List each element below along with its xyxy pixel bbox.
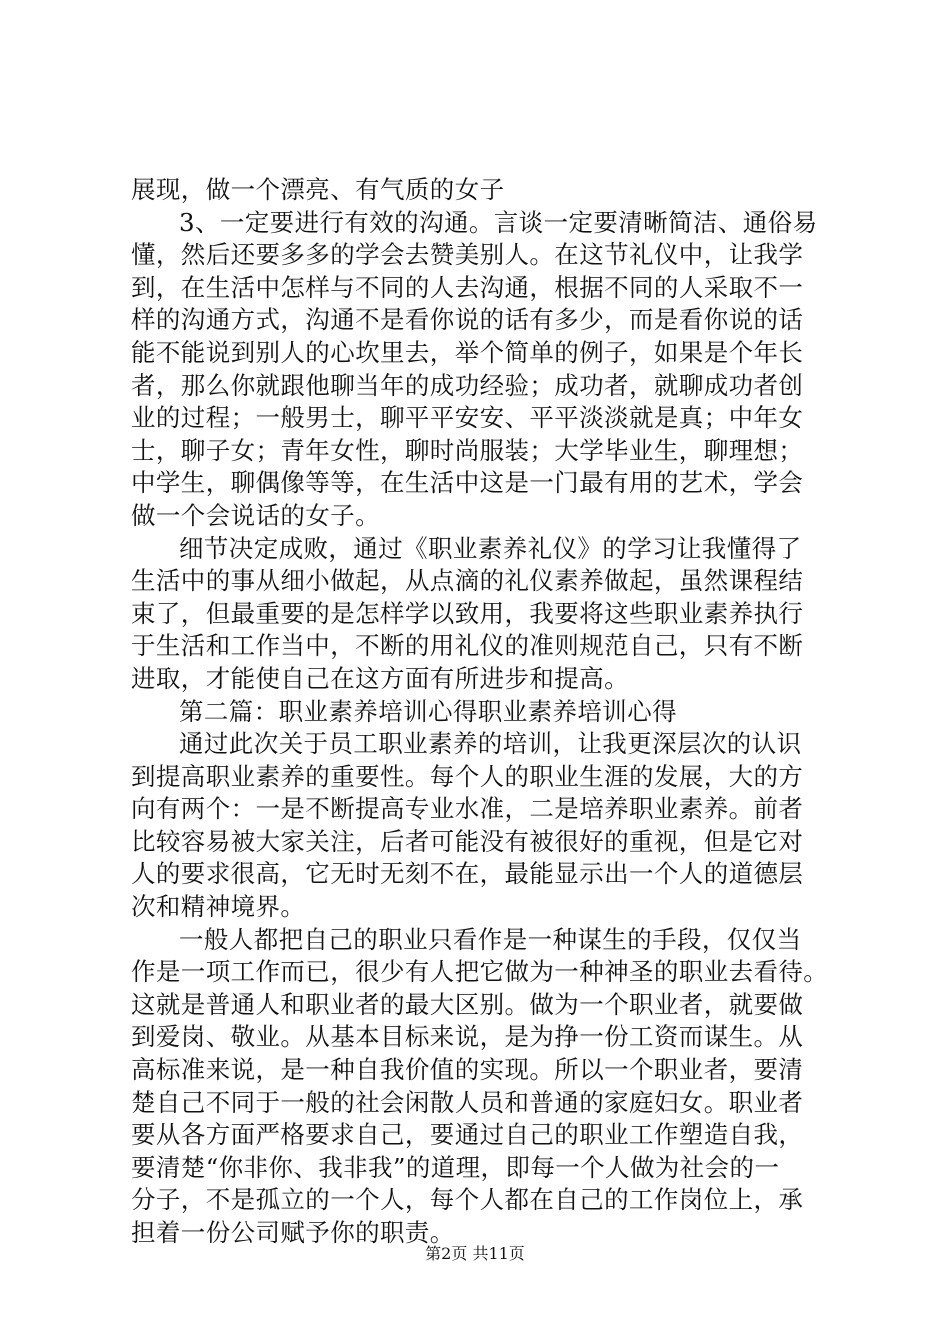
- text-line: 3、一定要进行有效的沟通。言谈一定要清晰简洁、通俗易: [179, 207, 818, 237]
- text-line: 次和精神境界。: [131, 892, 306, 922]
- text-line: 作是一项工作而已，很少有人把它做为一种神圣的职业去看待。: [131, 957, 829, 987]
- text-line: 高标准来说，是一种自我价值的实现。所以一个职业者，要清: [131, 1055, 804, 1085]
- text-line: 到，在生活中怎样与不同的人去沟通，根据不同的人采取不一: [131, 272, 804, 302]
- document-body: [131, 174, 831, 1250]
- text-line: 比较容易被大家关注，后者可能没有被很好的重视，但是它对: [131, 826, 804, 856]
- text-line: 要从各方面严格要求自己，要通过自己的职业工作塑造自我，: [131, 1120, 804, 1150]
- text-line: 生活中的事从细小做起，从点滴的礼仪素养做起，虽然课程结: [131, 566, 804, 596]
- text-line: 中学生，聊偶像等等，在生活中这是一门最有用的艺术，学会: [131, 468, 804, 498]
- text-line: 担着一份公司赋予你的职责。: [131, 1218, 455, 1247]
- text-line: 楚自己不同于一般的社会闲散人员和普通的家庭妇女。职业者: [131, 1087, 804, 1117]
- text-line: 第二篇：职业素养培训心得职业素养培训心得: [179, 696, 677, 726]
- text-line: 到提高职业素养的重要性。每个人的职业生涯的发展，大的方: [131, 761, 804, 791]
- text-line: 业的过程；一般男士，聊平平安安、平平淡淡就是真；中年女: [131, 403, 804, 433]
- text-line: 这就是普通人和职业者的最大区别。做为一个职业者，就要做: [131, 989, 804, 1019]
- text-line: 人的要求很高，它无时无刻不在，最能显示出一个人的道德层: [131, 859, 804, 889]
- text-line: 能不能说到别人的心坎里去，举个简单的例子，如果是个年长: [131, 337, 804, 367]
- text-line: 到爱岗、敬业。从基本目标来说，是为挣一份工资而谋生。从: [131, 1022, 804, 1052]
- text-line: 分子，不是孤立的一个人，每个人都在自己的工作岗位上，承: [131, 1185, 804, 1215]
- page-footer: 第2页 共11页: [425, 1244, 525, 1263]
- text-line: 进取，才能使自己在这方面有所进步和提高。: [131, 663, 629, 693]
- text-line: 士，聊子女；青年女性，聊时尚服装；大学毕业生，聊理想；: [131, 435, 804, 465]
- text-line: 做一个会说话的女子。: [131, 500, 380, 530]
- text-line: 一般人都把自己的职业只看作是一种谋生的手段，仅仅当: [179, 924, 802, 954]
- text-line: 向有两个：一是不断提高专业水准，二是培养职业素养。前者: [131, 794, 804, 824]
- text-line: 者，那么你就跟他聊当年的成功经验；成功者，就聊成功者创: [131, 370, 804, 400]
- text-line: 要清楚“你非你、我非我”的道理，即每一个人做为社会的一: [131, 1152, 780, 1182]
- text-line: 通过此次关于员工职业素养的培训，让我更深层次的认识: [179, 729, 802, 759]
- text-line: 懂，然后还要多多的学会去赞美别人。在这节礼仪中，让我学: [131, 240, 804, 270]
- text-line: 样的沟通方式，沟通不是看你说的话有多少，而是看你说的话: [131, 305, 804, 335]
- text-line: 展现，做一个漂亮、有气质的女子: [131, 175, 505, 204]
- text-line: 束了，但最重要的是怎样学以致用，我要将这些职业素养执行: [131, 598, 804, 628]
- text-line: 于生活和工作当中，不断的用礼仪的准则规范自己，只有不断: [131, 631, 804, 661]
- text-line: 细节决定成败，通过《职业素养礼仪》的学习让我懂得了: [179, 533, 802, 563]
